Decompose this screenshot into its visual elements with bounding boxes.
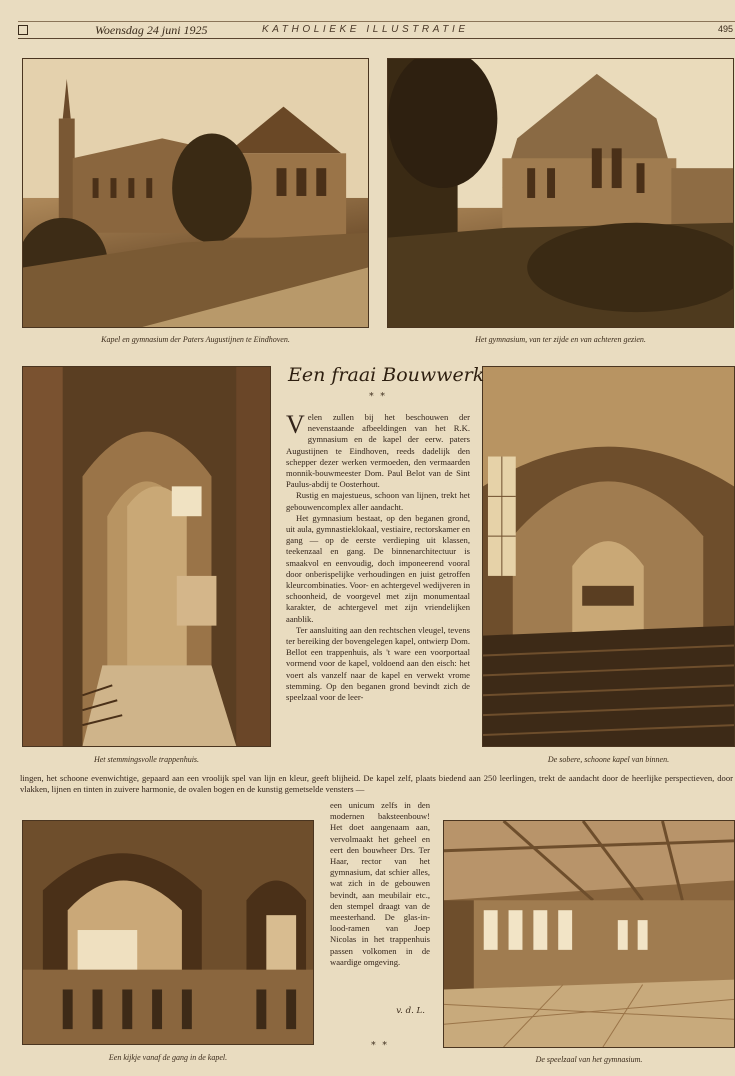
photo-corridor-view	[22, 820, 314, 1045]
photo-chapel-interior	[482, 366, 735, 747]
header-rule-top	[18, 21, 735, 22]
article-paragraph-2: Rustig en majestueus, schoon van lijnen, trekt het gebouwencomplex aller aandacht.	[286, 490, 470, 512]
article-paragraph-1: Velen zullen bij het beschouwen der nevenstaande afbeeldingen van het R.K. gymnasium en de kapel der eerw. paters Augustijnen te Eindhoven, reeds dadelijk den schepper dezer werken vermoeden, den vermaarden monnik-bouwmeester Dom. Paul Belot van de Sint Paulus-abdij te Oosterhout.	[286, 410, 470, 490]
title-ornament: * *	[369, 392, 387, 402]
caption-photo-4: De sobere, schoone kapel van binnen.	[547, 755, 670, 764]
header-rule	[18, 38, 735, 39]
page-number: 495	[717, 24, 733, 34]
photo-staircase	[22, 366, 271, 747]
drop-cap: V	[286, 410, 305, 439]
caption-photo-1: Kapel en gymnasium der Paters Augustijnen te Eindhoven.	[101, 335, 290, 344]
issue-date: Woensdag 24 juni 1925	[95, 23, 208, 37]
author-signature: v. d. L.	[396, 1006, 425, 1016]
caption-photo-6: De speelzaal van het gymnasium.	[535, 1055, 643, 1064]
caption-photo-3: Het stemmingsvolle trappenhuis.	[93, 755, 200, 764]
article-wide-text: lingen, het schoone evenwichtige, gepaard aan een vroolijk spel van lijn en kleur, geeft blijheid. De kapel zelf, plaats biedend aan 250 leerlingen, trekt de aandacht door de heerlijke perspectieven, door vlakken, lijnen en tinten in zuivere harmonie, de ovalen bogen en de kunstig gemetselde vensters —	[20, 773, 733, 795]
article-bottom-column: een unicum zelfs in den modernen baksteenbouw! Het doet aangenaam aan, vervolmaakt het geheel en eert den bouwheer Drs. Ter Haar, rector van het gymnasium, dat schier alles, wat zich in de gebouwen bevindt, aan meubilair etc., den stempel draagt van de meesterhand. De glas-in-lood-ramen van Joep Nicolas in het trappenhuis passen volkomen in de waardige omgeving.	[330, 800, 430, 967]
masthead: KATHOLIEKE ILLUSTRATIE	[262, 24, 469, 35]
article-title: Een fraai Bouwwerk	[288, 364, 485, 386]
caption-photo-2: Het gymnasium, van ter zijde en van achteren gezien.	[475, 335, 646, 344]
header-corner-mark	[18, 25, 28, 35]
article-paragraph-4: Ter aansluiting aan den rechtschen vleugel, tevens ter bereiking der bovengelegen kapel, ontwierp Dom. Bellot een trappenhuis, als 't ware een voorportaal vormend voor de kapel, voldoend aan den eisch: het voert als vanzelf naar de kapel en verwekt vrome stemming. Op den beganen grond bevindt zich de speelzaal voor de leer-	[286, 624, 470, 703]
photo-play-hall	[443, 820, 735, 1048]
article-paragraph-3: Het gymnasium bestaat, op den beganen grond, uit aula, gymnastieklokaal, vestiaire, rectorskamer en gang — op de eerste verdieping uit klassen, teekenzaal en gang. De binnenarchitectuur is smaakvol en eenvoudig, doch imponeerend vooral door onberispelijke verhoudingen en juist getroffen kleurcombinaties. Voor- en achtergevel wedijveren in schoonheid, de voorgevel met zijn monumentaal karakter, de achtergevel met zijn vriendelijken aanblik.	[286, 512, 470, 624]
photo-gymnasium-side	[387, 58, 734, 328]
caption-photo-5: Een kijkje vanaf de gang in de kapel.	[108, 1053, 228, 1062]
photo-exterior-chapel	[22, 58, 369, 328]
article-column	[286, 412, 470, 703]
footer-ornament: * *	[371, 1041, 389, 1051]
